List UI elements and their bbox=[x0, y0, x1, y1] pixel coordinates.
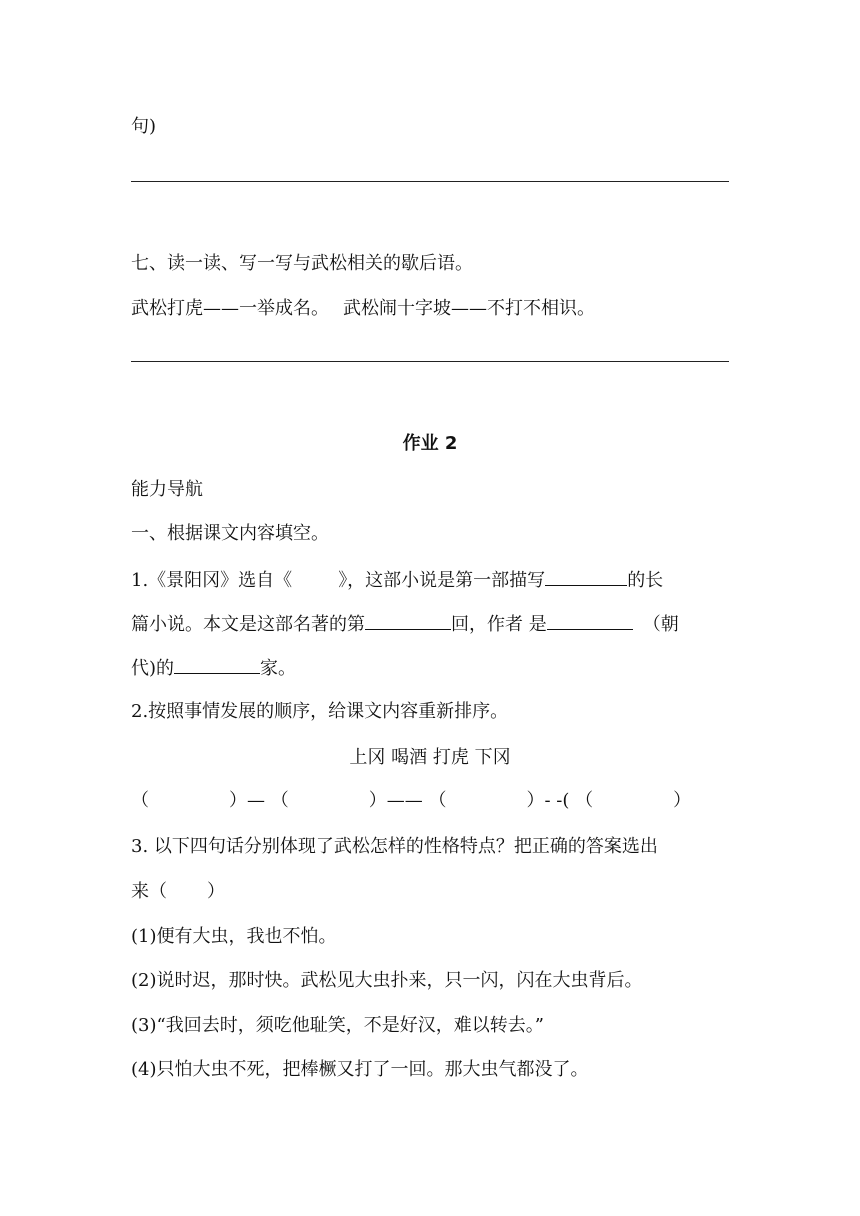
q1-text: 回，作者 是 bbox=[451, 614, 547, 635]
example-2: 武松闹十字坡——不打不相识。 bbox=[343, 298, 595, 319]
q1-text: 篇小说。本文是这部名著的第 bbox=[131, 614, 365, 635]
q1-text: 》，这部小说是第一部描写 bbox=[338, 570, 546, 591]
q2-sequence bbox=[131, 789, 691, 813]
q3-text: 3. 以下四句话分别体现了武松怎样的性格特点？把正确的答案选出 bbox=[131, 836, 658, 857]
sequence-dash: ）- -( （ bbox=[526, 790, 594, 811]
q1-text: （朝 bbox=[642, 614, 679, 635]
answer-line bbox=[131, 361, 729, 362]
q1-text: 1.《景阳冈》选自《 bbox=[131, 570, 293, 591]
homework-subtitle: 能力导航 bbox=[131, 479, 203, 500]
part-1-title: 一、根据课文内容填空。 bbox=[131, 523, 329, 544]
q2-events: 上冈 喝酒 打虎 下冈 bbox=[349, 747, 511, 768]
paren-open: （ bbox=[131, 790, 149, 811]
q3-item-1: (1)便有大虫，我也不怕。 bbox=[131, 926, 337, 947]
answer-line bbox=[131, 181, 729, 182]
example-1: 武松打虎——一举成名。 bbox=[131, 298, 329, 319]
q3-item-3: (3)“我回去时，须吃他耻笑，不是好汉，难以转去。” bbox=[131, 1015, 544, 1036]
paren-close: ） bbox=[207, 881, 225, 902]
q1-line-3 bbox=[131, 655, 296, 681]
fill-blank[interactable] bbox=[174, 655, 260, 674]
section-7-title: 七、读一读、写一写与武松相关的歇后语。 bbox=[131, 253, 473, 274]
q1-line-2 bbox=[131, 611, 679, 637]
q1-text: 家。 bbox=[260, 658, 297, 679]
q3-item-4: (4)只怕大虫不死，把棒橛又打了一回。那大虫气都没了。 bbox=[131, 1059, 589, 1080]
sequence-dash: ）— （ bbox=[229, 790, 289, 811]
q1-text: 的长 bbox=[627, 570, 664, 591]
q2-text: 2.按照事情发展的顺序，给课文内容重新排序。 bbox=[131, 701, 509, 722]
q1-text: 代)的 bbox=[131, 658, 175, 679]
continued-text: 句) bbox=[131, 116, 157, 137]
q3-answer-line bbox=[131, 880, 225, 904]
q1-line-1 bbox=[131, 567, 663, 593]
paren-close: ） bbox=[673, 790, 692, 811]
sequence-dash: ）—— （ bbox=[368, 790, 447, 811]
homework-title: 作业 2 bbox=[402, 433, 458, 454]
q3-item-2: (2)说时迟，那时快。武松见大虫扑来，只一闪，闪在大虫背后。 bbox=[131, 970, 643, 991]
q3-text: 来（ bbox=[131, 881, 167, 902]
section-7-examples bbox=[131, 297, 595, 321]
fill-blank[interactable] bbox=[365, 611, 451, 630]
fill-blank[interactable] bbox=[547, 611, 633, 630]
fill-blank[interactable] bbox=[545, 567, 627, 586]
